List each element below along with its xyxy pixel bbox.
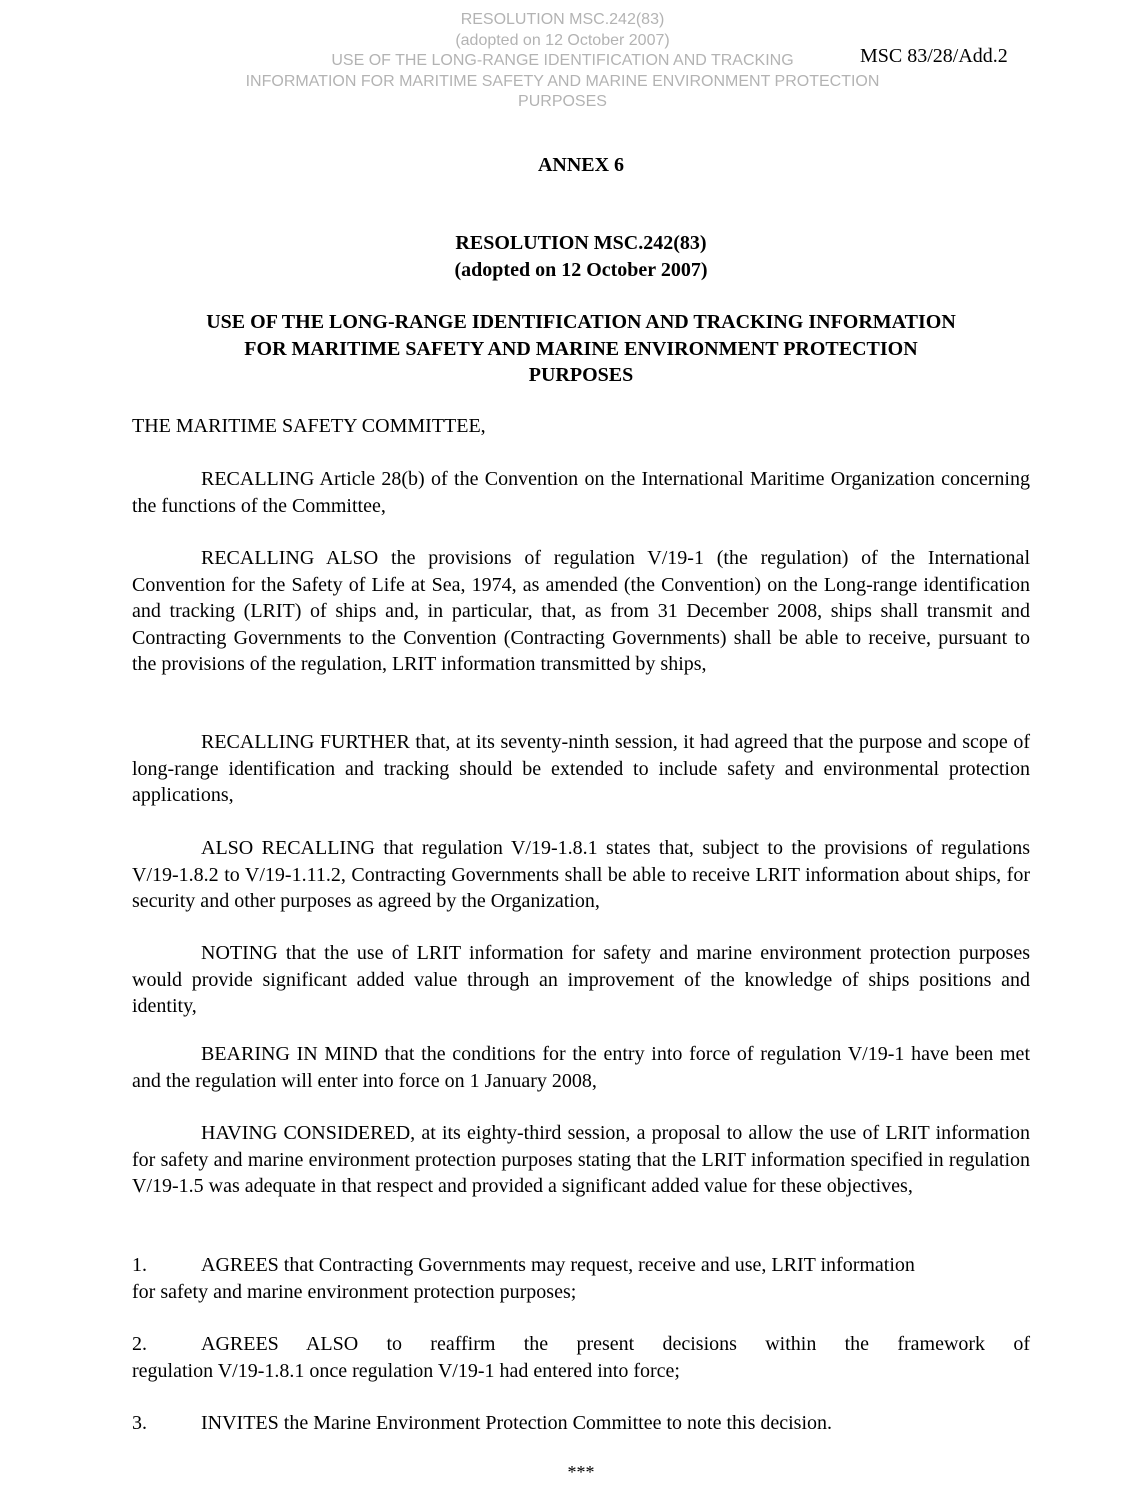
paragraph-continuation: for safety and marine environment protection purposes; [132, 1280, 577, 1303]
watermark-line: USE OF THE LONG-RANGE IDENTIFICATION AND TRACKING [331, 52, 794, 69]
paragraph-continuation: regulation V/19-1.8.1 once regulation V/19-1 had entered into force; [132, 1359, 680, 1382]
paragraph-first-line: INVITES the Marine Environment Protection Committee to note this decision. [201, 1412, 832, 1434]
resolution-subject [132, 309, 1030, 389]
watermark-line: INFORMATION FOR MARITIME SAFETY AND MARINE ENVIRONMENT PROTECTION [245, 72, 880, 90]
operative-paragraph-2 [132, 1331, 1030, 1384]
operative-paragraph-3 [132, 1410, 1030, 1437]
watermark-line: RESOLUTION MSC.242(83) [460, 11, 665, 28]
resolution-heading [132, 230, 1030, 283]
resolution-number: RESOLUTION MSC.242(83) [455, 232, 707, 254]
annex-title: ANNEX 6 [537, 154, 625, 176]
paragraph-first-line: AGREES that Contracting Governments may request, receive and use, LRIT information [201, 1254, 915, 1276]
preamble-paragraph: RECALLING Article 28(b) of the Convention on the International Maritime Organization concerning the functions of the Committee, [132, 468, 1030, 517]
document-reference: MSC 83/28/Add.2 [860, 45, 1008, 67]
subject-line: PURPOSES [528, 364, 634, 386]
paragraph-number: 3. [132, 1412, 147, 1434]
subject-line: USE OF THE LONG-RANGE IDENTIFICATION AND TRACKING INFORMATION [206, 311, 956, 333]
preamble-paragraph: RECALLING FURTHER that, at its seventy-ninth session, it had agreed that the purpose and scope of long-range identification and tracking should be extended to include safety and environmental protection applications, [132, 731, 1030, 806]
watermark-line: PURPOSES [518, 93, 607, 110]
preamble-paragraph: BEARING IN MIND that the conditions for the entry into force of regulation V/19-1 have been met and the regulation will enter into force on 1 January 2008, [132, 1043, 1030, 1092]
paragraph-number: 1. [132, 1254, 147, 1276]
paragraph-first-line: AGREES ALSO to reaffirm the present decisions within the framework of [201, 1333, 1030, 1355]
committee-line: THE MARITIME SAFETY COMMITTEE, [132, 415, 486, 437]
preamble-paragraph: ALSO RECALLING that regulation V/19-1.8.1 states that, subject to the provisions of regulations V/19-1.8.2 to V/19-1.11.2, Contracting Governments shall be able to receive LRIT information about ships, for security and other purposes as agreed by the Organization, [132, 837, 1030, 912]
adoption-date: (adopted on 12 October 2007) [454, 258, 708, 281]
paragraph-number: 2. [132, 1333, 147, 1355]
watermark-header [150, 10, 975, 113]
end-mark: *** [567, 1462, 595, 1482]
preamble-paragraph: NOTING that the use of LRIT information for safety and marine environment protection purposes would provide significant added value through an improvement of the knowledge of ships positions and identity, [132, 942, 1030, 1017]
preamble-paragraph: HAVING CONSIDERED, at its eighty-third session, a proposal to allow the use of LRIT information for safety and marine environment protection purposes stating that the LRIT information specified in regulation V/19-1.5 was adequate in that respect and provided a significant added value for these objectives, [132, 1122, 1030, 1197]
operative-paragraph-1 [132, 1252, 1030, 1305]
subject-line: FOR MARITIME SAFETY AND MARINE ENVIRONMENT PROTECTION [244, 337, 918, 360]
watermark-line: (adopted on 12 October 2007) [455, 31, 670, 49]
preamble-paragraph: RECALLING ALSO the provisions of regulation V/19-1 (the regulation) of the International Convention for the Safety of Life at Sea, 1974, as amended (the Convention) on the Long-range identification and tracking (LRIT) of ships and, in particular, that, as from 31 December 2008, ships shall transmit and Contracting Governments to the Convention (Contracting Governments) shall be able to receive, pursuant to the provisions of the regulation, LRIT information transmitted by ships, [132, 547, 1030, 675]
